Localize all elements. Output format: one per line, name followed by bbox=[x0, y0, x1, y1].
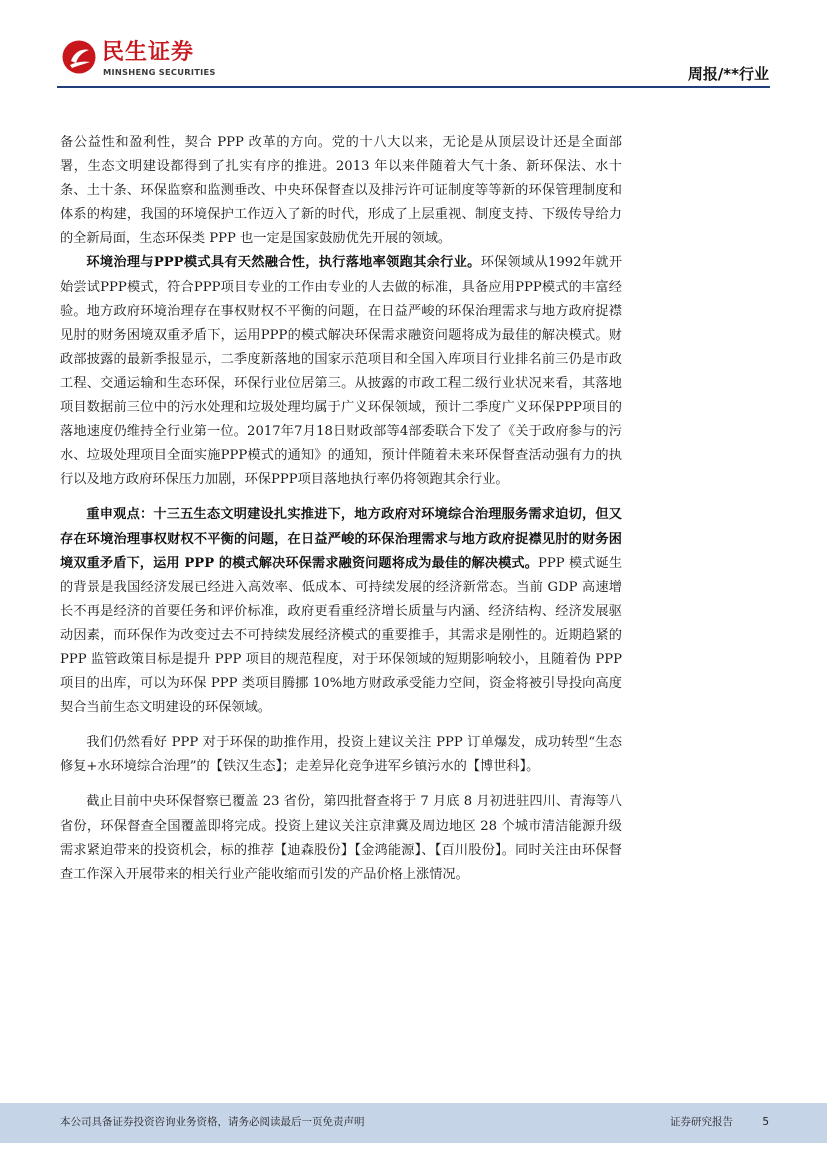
paragraph-policy-background: 备公益性和盈利性，契合 PPP 改革的方向。党的十八大以来，无论是从顶层设计还是全面部署，生态文明建设都得到了扎实有序的推进。2013 年以来伴随着大气十条、新环保法、水十条、土十条、环保监察和监测垂改、中央环保督查以及排污许可证制度等等新的环保管理制度和体系的构建，我国的环境保护工作迈入了新的时代，形成了上层重视、制度支持、下级传导给力的全新局面，生态环保类 PPP 也一定是国家鼓励优先开展的领域。 bbox=[60, 135, 622, 247]
footer-report-label: 证券研究报告 bbox=[670, 1116, 733, 1128]
paragraph-key-view bbox=[60, 503, 622, 720]
paragraph-investment-ppp: 我们仍然看好 PPP 对于环保的助推作用，投资上建议关注 PPP 订单爆发，成功转型“生态修复+水环境综合治理”的【铁汉生态】；走差异化竞争进军乡镇污水的【博世科】。 bbox=[60, 735, 622, 775]
paragraph-ppp-fusion-text: 环保领域从1992年就开始尝试PPP模式，符合PPP项目专业的工作由专业的人去做的标准，具备应用PPP模式的丰富经验。地方政府环境治理存在事权财权不平衡的问题，在日益严峻的环保治理需求与地方政府捉襟见肘的财务困境双重矛盾下，运用PPP的模式解决环保需求融资问题将成为最佳的解决模式。财政部披露的最新季报显示，二季度新落地的国家示范项目和全国入库项目行业排名前三仍是市政工程、交通运输和生态环保，环保行业位居第三。从披露的市政工程二级行业状况来看，其落地项目数据前三位中的污水处理和垃圾处理均属于广义环保领域，预计二季度广义环保PPP项目的落地速度仍维持全行业第一位。2017年7月18日财政部等4部委联合下发了《关于政府参与的污水、垃圾处理项目全面实施PPP模式的通知》的通知，预计伴随着未来环保督查活动强有力的执行以及地方政府环保压力加剧，环保PPP项目落地执行率仍将领跑其余行业。 bbox=[60, 255, 623, 488]
header-divider bbox=[57, 86, 770, 88]
page-number: 5 bbox=[762, 1116, 769, 1128]
logo-text-en: MINSHENG SECURITIES bbox=[103, 67, 216, 77]
paragraph-ppp-fusion bbox=[60, 251, 622, 492]
paragraph-ppp-fusion-lead: 环境治理与PPP模式具有天然融合性，执行落地率领跑其余行业。 bbox=[86, 255, 481, 271]
paragraph-investment-inspection: 截止目前中央环保督察已覆盖 23 省份，第四批督查将于 7 月底 8 月初进驻四川、青海等八省份，环保督查全国覆盖即将完成。投资上建议关注京津冀及周边地区 28 个城市清洁能源升级需求紧迫带来的投资机会，标的推荐【迪森股份】【金鸿能源】、【百川股份】。同时关注由环保督查工作深入开展带来的相关行业产能收缩而引发的产品价格上涨情况。 bbox=[60, 794, 622, 882]
page-footer bbox=[0, 1103, 827, 1143]
footer-disclaimer: 本公司具备证券投资咨询业务资格，请务必阅读最后一页免责声明 bbox=[60, 1116, 365, 1128]
paragraph-key-view-lead: 重申观点：十三五生态文明建设扎实推进下，地方政府对环境综合治理服务需求迫切，但又存在环境治理事权财权不平衡的问题，在日益严峻的环保治理需求与地方政府捉襟见肘的财务困境双重矛盾下，运用 PPP 的模式解决环保需求融资问题将成为最佳的解决模式。 bbox=[60, 507, 622, 571]
paragraph-key-view-text: PPP 模式诞生的背景是我国经济发展已经进入高效率、低成本、可持续发展的经济新常态。当前 GDP 高速增长不再是经济的首要任务和评价标准，政府更看重经济增长质量与内涵、经济结构、经济发展驱动因素，而环保作为改变过去不可持续发展经济模式的重要推手，其需求是刚性的。近期趋紧的 PPP 监管政策目标是提升 PPP 项目的规范程度，对于环保领域的短期影响较小，且随着伪 PPP 项目的出库，可以为环保 PPP 类项目腾挪 10%地方财政承受能力空间，资金将被引导投向高度契合当前生态文明建设的环保领域。 bbox=[60, 555, 623, 716]
report-body bbox=[60, 131, 622, 887]
page-header bbox=[0, 0, 827, 92]
minsheng-logo-icon bbox=[62, 40, 96, 74]
logo-text-cn: 民生证券 bbox=[102, 40, 195, 65]
report-type-label: 周报/**行业 bbox=[687, 65, 769, 83]
